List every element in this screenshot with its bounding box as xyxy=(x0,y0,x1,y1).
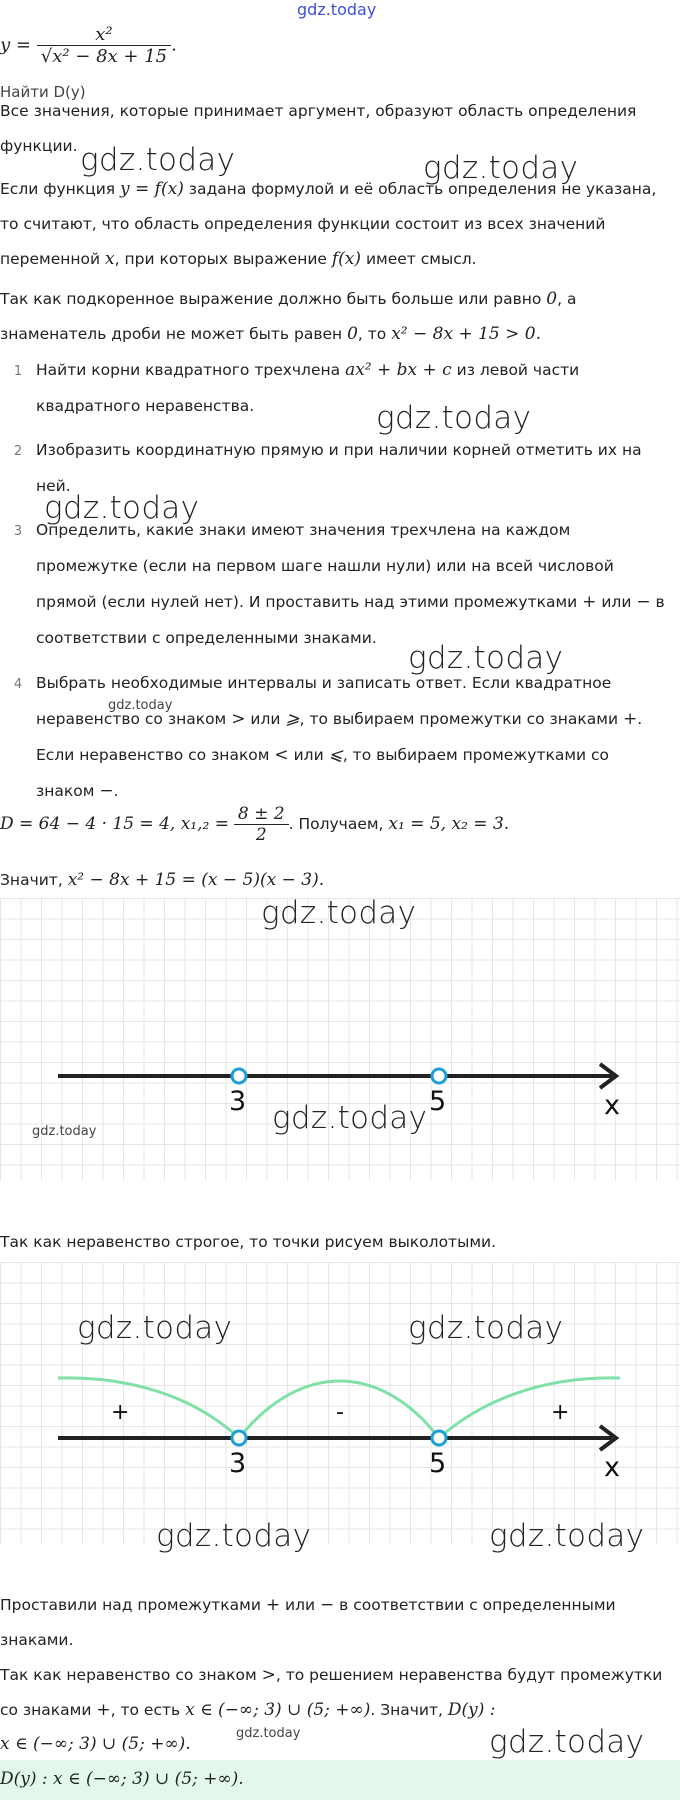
root-point-3 xyxy=(232,1431,246,1445)
point-label-3: 3 xyxy=(229,1086,247,1117)
arc-right xyxy=(439,1378,620,1438)
axis-label-x: x xyxy=(604,1452,620,1483)
roots-fraction: $\frac{8 \pm 2}{2}$ xyxy=(234,804,289,845)
point-label-5: 5 xyxy=(429,1086,447,1117)
formula-fraction xyxy=(37,24,171,67)
step-number: 4 xyxy=(13,677,23,692)
watermark: gdz.today xyxy=(156,1518,312,1554)
answer-line: D(y) : x ∈ (−∞; 3) ∪ (5; +∞). xyxy=(0,1769,244,1789)
step-number: 3 xyxy=(13,524,23,539)
step-number: 2 xyxy=(13,444,23,459)
watermark: gdz.today xyxy=(489,1724,645,1760)
factorization-line: Значит, x² − 8x + 15 = (x − 5)(x − 3). xyxy=(0,870,325,890)
conclusion-signs: Проставили над промежутками + или − в соответствии с определенными знаками. xyxy=(0,1595,616,1649)
watermark: gdz.today xyxy=(489,1518,645,1554)
function-formula xyxy=(0,24,177,67)
strict-note: Так как неравенство строгое, то точки рисуем выколотыми. xyxy=(0,1233,497,1251)
root-point-3 xyxy=(232,1069,246,1083)
number-line-graph-1 xyxy=(0,898,680,1180)
formula-period: . xyxy=(171,34,177,56)
domain-rule-paragraph: Если функция y = f(x) задана формулой и её область определения не указана, то считают, что область определения функции состоит из всех значений переменной x, при которых выражение f(x) имеет смысл. xyxy=(0,179,657,269)
step-item: Определить, какие знаки имеют значения трехчлена на каждом промежутке (если на первом шаге нашли нули) или на всей числовой прямой (если нулей нет). И проставить над этими промежутками + или − в соответствии с определенными знаками. xyxy=(36,521,665,647)
arc-left xyxy=(58,1378,239,1438)
watermark-small: gdz.today xyxy=(32,1124,97,1139)
number-line-graph-2 xyxy=(0,1262,680,1544)
watermark: gdz.today xyxy=(44,490,200,526)
watermark: gdz.today xyxy=(261,895,417,931)
step-number: 1 xyxy=(13,364,23,379)
watermark: gdz.today xyxy=(408,640,564,676)
number-line-svg xyxy=(0,898,680,1180)
formula-lhs: y = xyxy=(0,34,31,56)
formula-numerator: x² xyxy=(95,24,113,45)
sign-right: + xyxy=(551,1400,570,1425)
sign-middle: - xyxy=(336,1400,344,1425)
condition-paragraph: Так как подкоренное выражение должно быть больше или равно 0, а знаменатель дроби не может быть равен 0, то x² − 8x + 15 > 0. xyxy=(0,289,577,344)
watermark: gdz.today xyxy=(376,400,532,436)
step-item: Найти корни квадратного трехчлена ax² + bx + c из левой части квадратного неравенства. xyxy=(36,360,580,415)
conclusion-solution: Так как неравенство со знаком >, то решением неравенства будут промежутки со знаками +, то есть x ∈ (−∞; 3) ∪ (5; +∞). Значит, D(y) : xyxy=(0,1665,663,1720)
definition-paragraph: Все значения, которые принимает аргумент, образуют область определения функции. xyxy=(0,102,637,155)
step-item: Выбрать необходимые интервалы и записать ответ. Если квадратное неравенство со знаком > или ⩾, то выбираем промежутки со знаками +. Если неравенство со знаком < или ⩽, то выбираем промежутками со знаком −. xyxy=(36,674,643,801)
formula-denominator: √x² − 8x + 15 xyxy=(37,45,171,67)
point-label-5: 5 xyxy=(429,1448,447,1479)
sign-left: + xyxy=(111,1400,130,1425)
watermark-small: gdz.today xyxy=(236,1726,301,1741)
root-point-5 xyxy=(432,1431,446,1445)
site-link[interactable]: gdz.today xyxy=(297,0,377,19)
watermark: gdz.today xyxy=(423,150,579,186)
axis-label-x: x xyxy=(604,1090,620,1121)
discriminant-line: D = 64 − 4 · 15 = 4, x₁,₂ = $\frac{8 \pm 2}{2}$ . Получаем, x₁ = 5, x₂ = 3. xyxy=(0,804,510,845)
step-item: Изобразить координатную прямую и при наличии корней отметить их на ней. xyxy=(36,441,642,495)
root-point-5 xyxy=(432,1069,446,1083)
watermark: gdz.today xyxy=(80,142,236,178)
watermark: gdz.today xyxy=(408,1310,564,1346)
conclusion-interval: x ∈ (−∞; 3) ∪ (5; +∞). xyxy=(0,1734,191,1754)
watermark: gdz.today xyxy=(77,1310,233,1346)
watermark: gdz.today xyxy=(272,1100,428,1136)
point-label-3: 3 xyxy=(229,1448,247,1479)
formula-cut-line: Найти D(y) xyxy=(0,83,86,101)
watermark-small: gdz.today xyxy=(108,698,173,713)
